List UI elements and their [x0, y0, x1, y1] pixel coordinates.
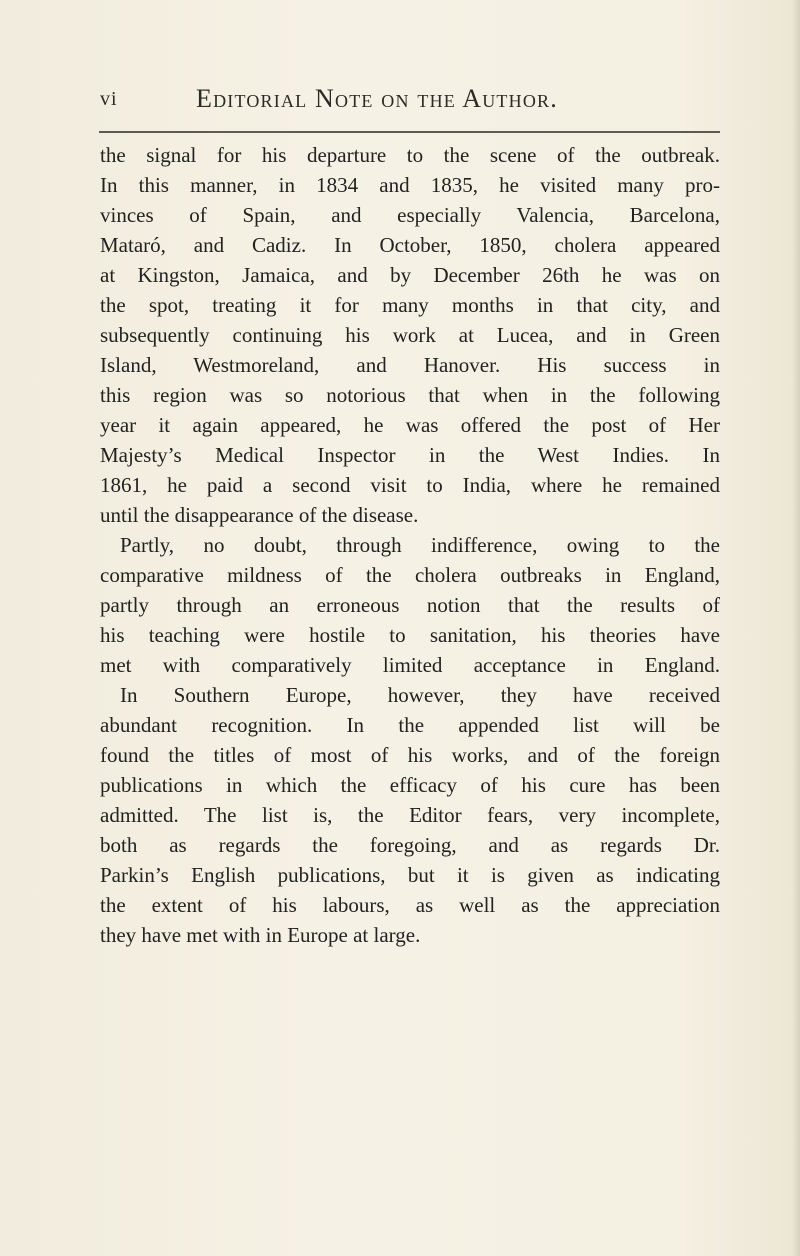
body-text — [100, 140, 720, 950]
text-line: Parkin’s English publications, but it is given as indicating — [100, 863, 720, 887]
text-line: met with comparatively limited acceptance in England. — [100, 653, 720, 677]
text-line: at Kingston, Jamaica, and by December 26th he was on — [100, 263, 720, 287]
header-rule — [99, 131, 720, 133]
text-line: found the titles of most of his works, and of the foreign — [100, 743, 720, 767]
text-line: publications in which the efficacy of his cure has been — [100, 773, 720, 797]
page-edge-shadow — [792, 0, 800, 1256]
text-line: abundant recognition. In the appended list will be — [100, 713, 720, 737]
text-line: the signal for his departure to the scene of the outbreak. — [100, 143, 720, 167]
text-line: both as regards the foregoing, and as regards Dr. — [100, 833, 720, 857]
running-head: Editorial Note on the Author. — [196, 84, 558, 113]
text-line: Island, Westmoreland, and Hanover. His success in — [100, 353, 720, 377]
text-line: vinces of Spain, and especially Valencia, Barcelona, — [100, 203, 720, 227]
text-line: the extent of his labours, as well as the appreciation — [100, 893, 720, 917]
text-line: his teaching were hostile to sanitation, his theories have — [100, 623, 720, 647]
text-line: comparative mildness of the cholera outbreaks in England, — [100, 563, 720, 587]
text-line: this region was so notorious that when in the following — [100, 383, 720, 407]
text-line: In this manner, in 1834 and 1835, he visited many pro- — [100, 173, 720, 197]
text-line: the spot, treating it for many months in that city, and — [100, 293, 720, 317]
text-line: Partly, no doubt, through indifference, owing to the — [120, 533, 720, 557]
text-line: In Southern Europe, however, they have received — [120, 683, 720, 707]
text-line: they have met with in Europe at large. — [100, 923, 421, 947]
text-line: until the disappearance of the disease. — [100, 503, 419, 527]
text-line: year it again appeared, he was offered the post of Her — [100, 413, 720, 437]
text-line: subsequently continuing his work at Lucea, and in Green — [100, 323, 720, 347]
text-line: Mataró, and Cadiz. In October, 1850, cholera appeared — [100, 233, 720, 257]
text-line: admitted. The list is, the Editor fears, very incomplete, — [100, 803, 720, 827]
page-header — [100, 80, 720, 120]
page-number: vi — [100, 88, 118, 110]
text-line: Majesty’s Medical Inspector in the West Indies. In — [100, 443, 720, 467]
text-line: partly through an erroneous notion that the results of — [100, 593, 720, 617]
text-line: 1861, he paid a second visit to India, where he remained — [100, 473, 720, 497]
